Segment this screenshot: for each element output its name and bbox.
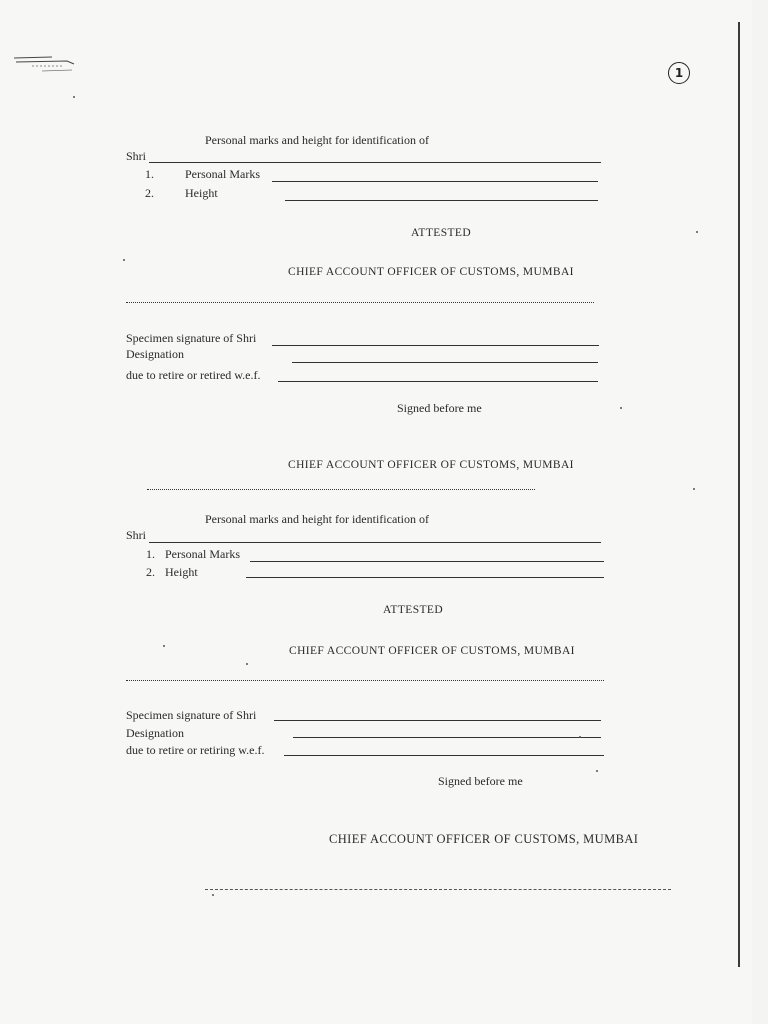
block3-shri-label: Shri: [126, 528, 147, 542]
corner-scribble-icon: [12, 52, 76, 78]
block4-retire-label: due to retire or retiring w.e.f.: [126, 743, 265, 757]
block1-personal-marks-line: [272, 181, 598, 182]
block1-height-line: [285, 200, 598, 201]
block1-shri-label: Shri: [126, 149, 147, 163]
block2-specimen-line: [272, 345, 599, 346]
scan-speck: [696, 231, 698, 233]
block3-shri-line: [149, 542, 601, 543]
separator-dots-2: [147, 489, 535, 490]
separator-dots-3: [126, 680, 604, 681]
block3-heading: Personal marks and height for identification of: [205, 512, 429, 526]
block3-personal-marks-label: Personal Marks: [165, 547, 240, 561]
scan-speck: [579, 736, 581, 738]
scan-speck: [163, 645, 165, 647]
block2-retire-label: due to retire or retired w.e.f.: [126, 368, 261, 382]
block3-attested: ATTESTED: [383, 604, 444, 616]
block4-specimen-line: [274, 720, 601, 721]
block3-height-label: Height: [165, 565, 198, 579]
block4-officer: CHIEF ACCOUNT OFFICER OF CUSTOMS, MUMBAI: [329, 832, 639, 846]
block3-item1-number: 1.: [146, 547, 155, 561]
separator-line-bottom: [205, 889, 671, 890]
block4-signed-before-me: Signed before me: [438, 774, 523, 788]
page-edge: [738, 22, 740, 967]
scan-speck: [620, 407, 622, 409]
block3-officer: CHIEF ACCOUNT OFFICER OF CUSTOMS, MUMBAI: [289, 645, 575, 657]
block4-designation-line: [293, 737, 601, 738]
block2-retire-line: [278, 381, 598, 382]
block1-attested: ATTESTED: [411, 227, 472, 239]
block2-officer: CHIEF ACCOUNT OFFICER OF CUSTOMS, MUMBAI: [288, 459, 574, 471]
block3-personal-marks-line: [250, 561, 604, 562]
block4-specimen-label: Specimen signature of Shri: [126, 708, 257, 722]
block2-designation-line: [292, 362, 598, 363]
scan-speck: [246, 663, 248, 665]
block1-personal-marks-label: Personal Marks: [185, 167, 260, 181]
scan-speck: [123, 259, 125, 261]
block4-retire-line: [284, 755, 604, 756]
scan-speck: [693, 488, 695, 490]
scan-speck: [212, 894, 214, 896]
scan-speck: [596, 770, 598, 772]
block2-specimen-label: Specimen signature of Shri: [126, 331, 257, 345]
scan-speck: [73, 96, 75, 98]
block2-signed-before-me: Signed before me: [397, 401, 482, 415]
block1-shri-line: [149, 162, 601, 163]
page-number-circle: 1: [668, 62, 690, 84]
block1-height-label: Height: [185, 186, 218, 200]
block1-officer: CHIEF ACCOUNT OFFICER OF CUSTOMS, MUMBAI: [288, 266, 574, 278]
block1-heading: Personal marks and height for identification of: [205, 133, 429, 147]
block4-designation-label: Designation: [126, 726, 184, 740]
separator-dots-1: [126, 302, 594, 303]
block1-item1-number: 1.: [145, 167, 154, 181]
block1-item2-number: 2.: [145, 186, 154, 200]
block3-height-line: [246, 577, 604, 578]
block2-designation-label: Designation: [126, 347, 184, 361]
block3-item2-number: 2.: [146, 565, 155, 579]
